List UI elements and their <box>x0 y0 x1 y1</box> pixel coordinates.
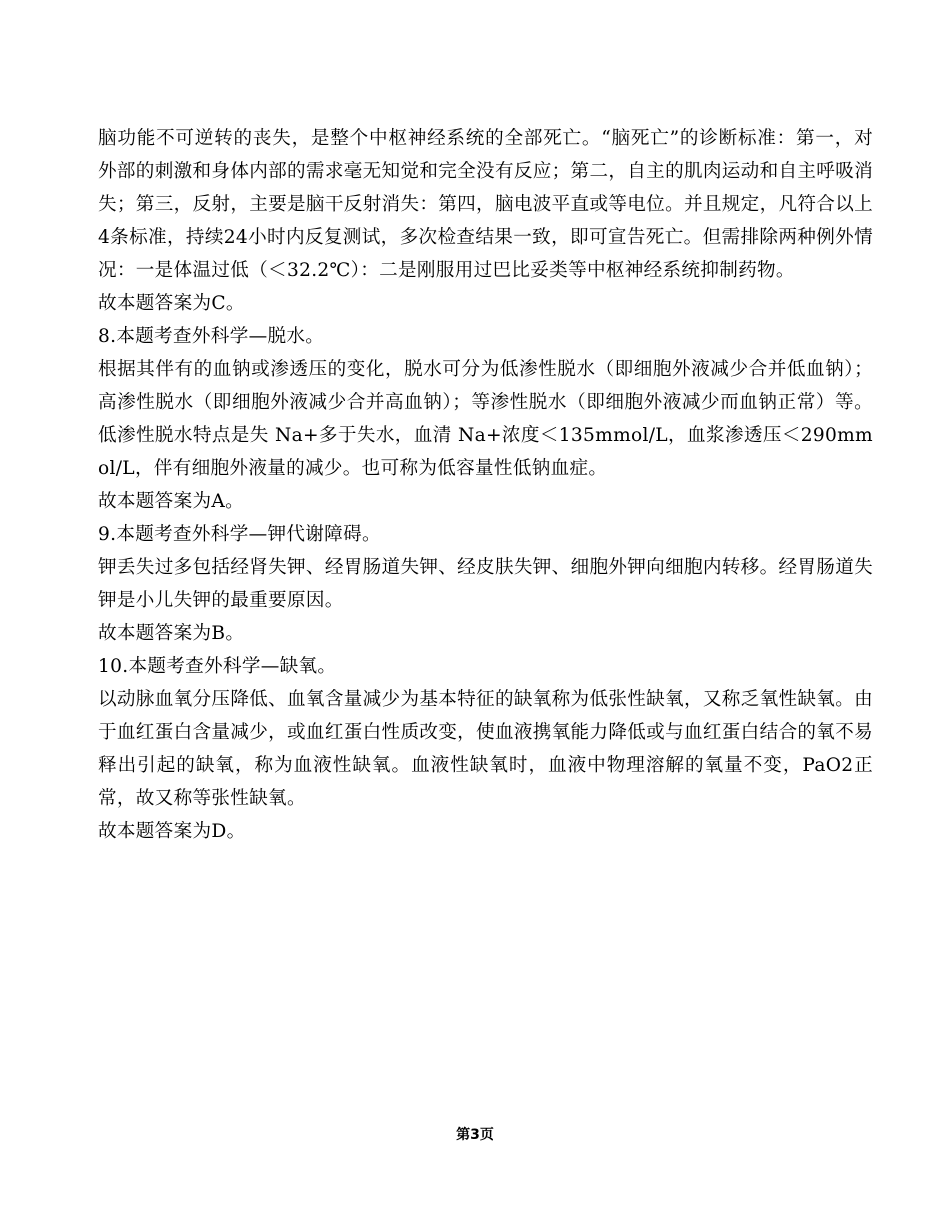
question-heading-10: 10.本题考查外科学—缺氧。 <box>98 656 337 677</box>
page-content <box>98 122 873 848</box>
answer-line: 故本题答案为C。 <box>98 293 245 314</box>
paragraph-potassium: 钾丢失过多包括经肾失钾、经胃肠道失钾、经皮肤失钾、细胞外钾向细胞内转移。经胃肠道失钾是小儿失钾的最重要原因。 <box>98 557 873 611</box>
page-number: 第3页 <box>456 1127 494 1143</box>
question-heading-9: 9.本题考查外科学—钾代谢障碍。 <box>98 524 381 545</box>
paragraph-brain-death: 脑功能不可逆转的丧失，是整个中枢神经系统的全部死亡。“脑死亡”的诊断标准：第一，对外部的刺激和身体内部的需求毫无知觉和完全没有反应；第二，自主的肌肉运动和自主呼吸消失；第三，反射，主要是脑干反射消失：第四，脑电波平直或等电位。并且规定，凡符合以上4条标准，持续24小时内反复测试，多次检查结果一致，即可宣告死亡。但需排除两种例外情况：一是体温过低（＜32.2℃）：二是刚服用过巴比妥类等中枢神经系统抑制药物。 <box>98 128 873 281</box>
answer-line: 故本题答案为D。 <box>98 821 246 842</box>
question-heading-8: 8.本题考查外科学—脱水。 <box>98 326 325 347</box>
paragraph-hypoxia: 以动脉血氧分压降低、血氧含量减少为基本特征的缺氧称为低张性缺氧，又称乏氧性缺氧。由于血红蛋白含量减少，或血红蛋白性质改变，使血液携氧能力降低或与血红蛋白结合的氧不易释出引起的缺氧，称为血液性缺氧。血液性缺氧时，血液中物理溶解的氧量不变，PaO2正常，故又称等张性缺氧。 <box>98 689 873 809</box>
answer-line: 故本题答案为A。 <box>98 491 244 512</box>
answer-line: 故本题答案为B。 <box>98 623 245 644</box>
paragraph-dehydration: 根据其伴有的血钠或渗透压的变化，脱水可分为低渗性脱水（即细胞外液减少合并低血钠）；高渗性脱水（即细胞外液减少合并高血钠）；等渗性脱水（即细胞外液减少而血钠正常）等。低渗性脱水特点是失 Na+多于失水，血清 Na+浓度＜135mmol/L，血浆渗透压＜290mmol/L，伴有细胞外液量的减少。也可称为低容量性低钠血症。 <box>98 359 873 479</box>
